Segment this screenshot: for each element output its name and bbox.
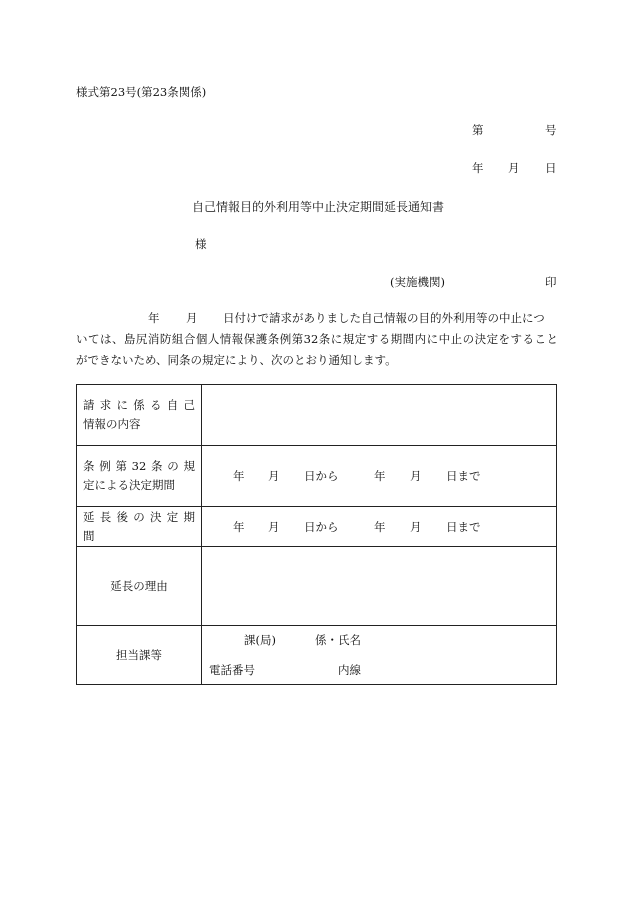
form-number: 様式第23号(第23条関係)	[76, 85, 207, 99]
contact-details	[202, 626, 556, 684]
contact-phone: 電話番号	[209, 663, 255, 677]
row-extended-period	[77, 507, 557, 547]
request-content-label	[77, 385, 202, 446]
ext-to-month: 月	[410, 519, 422, 534]
contact-staff: 係・氏名	[315, 633, 361, 647]
extension-reason-field[interactable]	[202, 547, 557, 626]
body-month: 月	[186, 311, 198, 325]
ext-from-day: 日から	[304, 519, 339, 534]
original-period-label-line1: 条例第32条の規	[83, 459, 195, 473]
date-year-label: 年	[472, 161, 484, 175]
addressee-suffix: 様	[195, 237, 207, 251]
row-original-period	[77, 446, 557, 507]
from-day: 日から	[304, 469, 339, 483]
notice-form-table	[76, 384, 557, 685]
contact-section: 課(局)	[244, 633, 276, 647]
original-period-label	[77, 446, 202, 507]
body-line3-text: ができないため、同条の規定により、次のとおり通知します。	[76, 353, 397, 367]
document-title: 自己情報目的外利用等中止決定期間延長通知書	[192, 200, 445, 214]
original-period-label-line2: 定による決定期間	[83, 478, 175, 492]
request-content-label-line1: 請求に係る自己	[83, 398, 195, 412]
date-month-label: 月	[508, 161, 520, 175]
body-line-2	[76, 329, 558, 350]
extended-period-field[interactable]	[202, 507, 557, 547]
extended-period-label-line2: 間	[83, 528, 95, 543]
extended-period-dates	[202, 517, 556, 537]
request-content-label-line2: 情報の内容	[83, 417, 141, 431]
to-day: 日まで	[446, 469, 481, 483]
body-line-3	[76, 350, 558, 371]
row-extension-reason	[77, 547, 557, 626]
to-month: 月	[410, 469, 422, 483]
body-year: 年	[148, 311, 160, 325]
extended-period-label-line1: 延長後の決定期	[83, 509, 195, 524]
body-line1-rest: 日付けで請求がありました自己情報の目的外利用等の中止につ	[223, 311, 545, 325]
agency-label: (実施機関)	[390, 275, 445, 289]
contact-field[interactable]	[202, 626, 557, 685]
from-year: 年	[233, 469, 245, 483]
contact-extension: 内線	[338, 663, 361, 677]
extension-reason-label: 延長の理由	[77, 547, 202, 626]
body-line2-text: いては、島尻消防組合個人情報保護条例第32条に規定する期間内に中止の決定をすること	[76, 332, 558, 346]
original-period-field[interactable]	[202, 446, 557, 507]
seal-mark: 印	[545, 275, 557, 289]
body-line-1	[76, 308, 558, 329]
number-go-label: 号	[545, 123, 557, 137]
notice-body	[76, 308, 558, 371]
request-content-field[interactable]	[202, 385, 557, 446]
row-request-content	[77, 385, 557, 446]
row-contact	[77, 626, 557, 685]
ext-from-year: 年	[233, 519, 245, 534]
date-day-label: 日	[545, 161, 557, 175]
to-year: 年	[374, 469, 386, 483]
original-period-dates	[202, 466, 556, 486]
contact-label: 担当課等	[77, 626, 202, 685]
ext-to-day: 日まで	[446, 519, 481, 534]
extended-period-label	[77, 507, 202, 547]
ext-from-month: 月	[268, 519, 280, 534]
number-dai-label: 第	[472, 123, 484, 137]
ext-to-year: 年	[374, 519, 386, 534]
from-month: 月	[268, 469, 280, 483]
